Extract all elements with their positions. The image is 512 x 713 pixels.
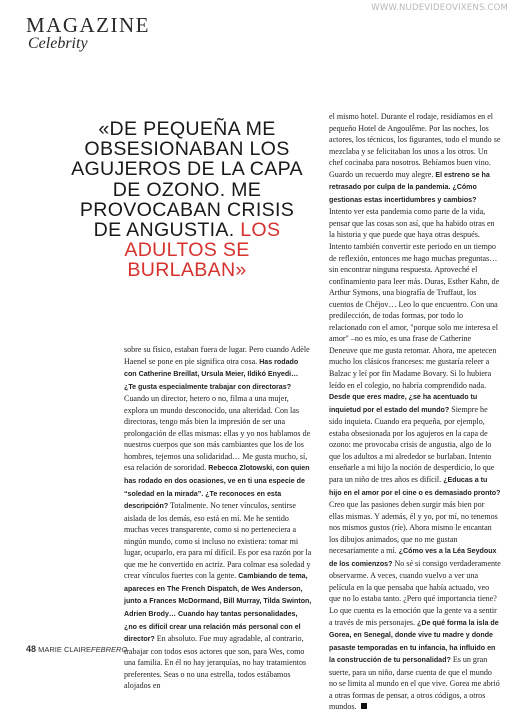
pull-quote-main: «DE PEQUEÑA ME OBSESIONABAN LOS AGUJEROS DE LA CAPA DE OZONO. ME PROVOCABAN CRISIS DE ANGUSTIA. <box>71 118 303 242</box>
footer-month: FEBRERO <box>91 645 128 654</box>
body-text: sobre su físico, estaban fuera de lugar. Pero cuando Adèle Haenel se pone en pie significa otra cosa. <box>124 345 310 366</box>
interview-answer: Creo que las pasiones deben surgir más bien por ellas mismas. Y además, él y yo, por mí, no tenemos nos mismos gustos (ríe). Ahora mismo le encantan los dibujos animados, que no me gustan necesariamente a mí. <box>329 500 498 556</box>
section-label: Celebrity <box>28 35 88 52</box>
page-number: 48 <box>26 644 37 654</box>
pull-quote-highlight: LOS ADULTOS SE BURLABAN» <box>124 219 281 282</box>
interview-answer: Intento ver esta pandemia como parte de la vida, pensar que las cosas son así, que ha habido otras en la historia y que puede que haya otras después. Intento también convertir este periodo en un tiempo de reflexión, entonces me hago muchas preguntas… sin encontrar ninguna respuesta. Aproveché el confinamiento para leer más. Duras, Esther Kahn, de Arthur Symons, una biografía de Truffaut, los cuentos de Chéjov… Leo lo que encuentro. Con una predilección, de todas formas, por todo lo relacionado con el amor, "porque solo me interesa el amor" –no es mío, es una frase de Catherine Deneuve que me gusta retomar. Ahora, me apetecen mucho los clásicos franceses: me gustaría releer a Balzac y leí por fin Madame Bovary. Si lo hubiera leído en el colegio, no habría comprendido nada. <box>329 207 500 390</box>
interview-question: ¿Cómo ves a la Léa Seydoux de los comienzos? <box>329 547 497 568</box>
watermark: WWW.NUDEVIDEOVIXENS.COM <box>371 3 508 13</box>
interview-answer: Siempre he sido inquieta. Cuando era pequeña, por ejemplo, estaba obsesionada por los agujeros en la capa de ozono: me provocaba crisis de angustia, algo de lo que los adultos a mi alrededor se burlaban. Intento enseñarle a mi hijo la noción de desperdicio, lo que para un niño de tres años es difícil. <box>329 404 495 484</box>
interview-question: Rebecca Zlotowski, con quien has rodado en dos ocasiones, ve en ti una especie de “soledad en la mirada”. ¿Te reconoces en esta descripción? <box>124 464 310 511</box>
interview-question: ¿Educas a tu hijo en el amor por el cine o es demasiado pronto? <box>329 475 501 497</box>
interview-question: Has rodado con Catherine Breillat, Ursula Meier, Ildikó Enyedi… ¿Te gusta especialmente trabajar con directoras? <box>124 357 299 391</box>
interview-question: Cambiando de tema, apareces en The French Dispatch, de Wes Anderson, junto a Frances McDormand, Bill Murray, Tilda Swinton, Adrien Brody… Cuando hay tantas personalidades, ¿no es difícil crear una relación más personal con el director? <box>124 572 312 644</box>
body-text: el mismo hotel. Durante el rodaje, residíamos en el pequeño Hotel de Angoulême. Por las noches, los actores, los técnicos, los figurantes, todo el mundo se mezclaba y se felicitaban los unos a los otros. Un chef cocinaba para nosotros. Bebíamos buen vino. Guardo un recuerdo muy alegre. <box>329 112 501 179</box>
interview-answer: Totalmente. No tener vínculos, sentirse aislada de los demás, eso está en mí. Me he sentido muchas veces transparente, como si no perteneciera a ningún mundo, como si incluso no existiera: tomar mi lugar, ocuparlo, era para mí difícil. Es por esa razón por la que me he convertido en actriz. Para colmar esa soledad y crear vínculos fuertes con la gente. <box>124 501 312 581</box>
interview-question: ¿De qué forma la isla de Gorea, en Senegal, donde vive tu madre y donde pasaste temporadas en tu infancia, ha influido en la construcción de tu personalidad? <box>329 618 499 665</box>
pull-quote <box>64 119 310 281</box>
end-mark <box>361 703 367 709</box>
article-column-1 <box>124 344 312 692</box>
magazine-label: MAGAZINE <box>26 13 150 37</box>
article-column-2 <box>329 111 501 713</box>
interview-answer: Cuando un director, hetero o no, filma a una mujer, explora un mundo desconocido, una alteridad. Con las directoras, tengo más bien la impresión de ser una prolongación de ellas mismas: ellas y yo nos hablamos de nuestros cuerpos que son más cambiantes que los de los hombres, tejemos una solidaridad… Me gusta mucho, sí, esa relación de sororidad. <box>124 394 311 473</box>
interview-question: Desde que eres madre, ¿se ha acentuado tu inquietud por el estado del mundo? <box>329 393 478 414</box>
page-footer <box>26 644 127 654</box>
interview-answer: En absoluto. Fue muy agradable, al contrario, trabajar con todos esos actores que son, para Wes, como una familia. En él no hay jerarquías, no hay tratamientos preferentes. Seas o no una estrella, todos estábamos alojados en <box>124 634 307 691</box>
footer-magazine: MARIE CLAIRE <box>38 645 92 654</box>
interview-answer: No sé si consigo verdaderamente observarme. A veces, cuando vuelvo a ver una película en la que pensaba que había actuado, veo que no lo estaba tanto. ¿Pero qué importancia tiene? Lo que cuenta es la emoción que la gente va a sentir a través de mis personajes. <box>329 558 501 627</box>
section-header <box>26 14 150 52</box>
interview-answer: Es un gran suerte, para un niño, darse cuenta de que el mundo no se limita al mundo en el que vive. Gorea me abrió a otras formas de pensar, a otros códigos, a otros mundos. <box>329 655 500 712</box>
interview-question: El estreno se ha retrasado por culpa de la pandemia. ¿Cómo gestionas estas incertidumbres y cambios? <box>329 170 490 204</box>
